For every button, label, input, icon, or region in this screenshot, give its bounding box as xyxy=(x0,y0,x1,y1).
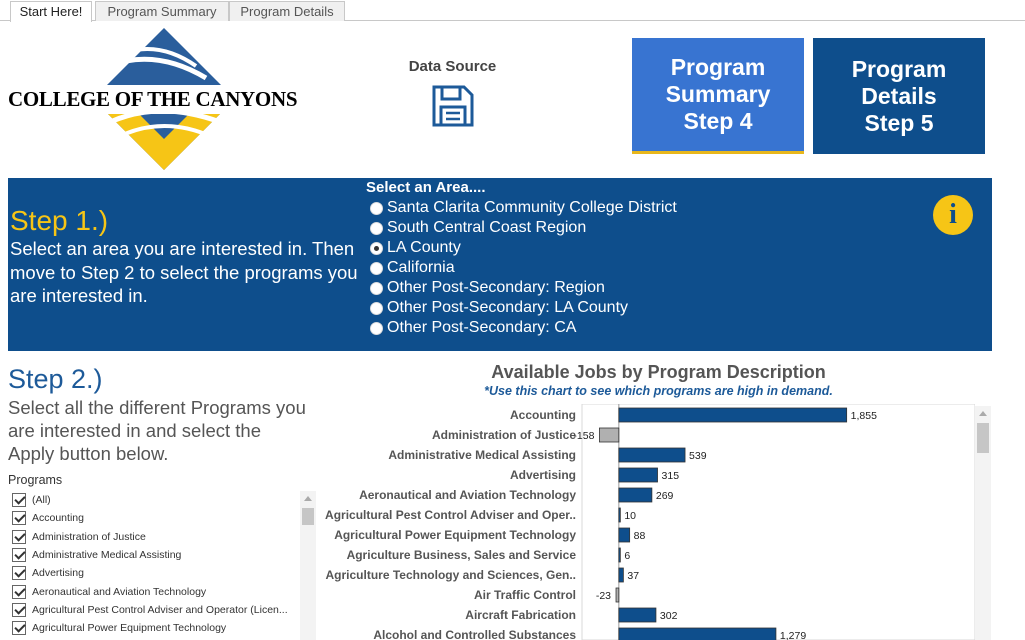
area-radio-scccd[interactable] xyxy=(370,198,677,218)
bar xyxy=(619,508,621,522)
category-label: Aeronautical and Aviation Technology xyxy=(359,488,576,502)
step1-description: Select an area you are interested in. Then move to Step 2 to select the programs you are interested in. xyxy=(10,238,358,306)
category-label: Advertising xyxy=(509,468,576,482)
radio-button[interactable] xyxy=(370,262,383,275)
step2-title: Step 2.) xyxy=(8,364,103,394)
program-item[interactable] xyxy=(8,491,300,509)
radio-button[interactable] xyxy=(370,202,383,215)
checkbox-checked[interactable] xyxy=(12,493,26,507)
data-label: 6 xyxy=(624,550,631,562)
bar xyxy=(619,448,685,462)
bar xyxy=(619,488,652,502)
category-label: Agriculture Technology and Sciences, Gen.. xyxy=(325,568,576,582)
program-label: Administrative Medical Assisting xyxy=(32,549,182,562)
programs-list xyxy=(8,491,300,637)
bar xyxy=(619,568,624,582)
checkbox-checked[interactable] xyxy=(12,585,26,599)
tab-start-here[interactable]: Start Here! xyxy=(10,1,92,22)
checkbox-checked[interactable] xyxy=(12,530,26,544)
category-label: Agriculture Business, Sales and Service xyxy=(346,548,576,562)
data-label: 1,855 xyxy=(850,410,877,422)
data-label: 10 xyxy=(624,510,637,522)
bar xyxy=(616,588,619,602)
area-radio-california[interactable] xyxy=(370,258,677,278)
chart-subtitle: *Use this chart to see which programs are high in demand. xyxy=(484,384,833,398)
area-radio-ops-la-county[interactable] xyxy=(370,298,677,318)
radio-button[interactable] xyxy=(370,322,383,335)
program-item[interactable] xyxy=(8,601,300,619)
program-label: (All) xyxy=(32,494,51,507)
category-label: Administration of Justice xyxy=(431,428,576,442)
data-label: 315 xyxy=(661,470,680,482)
program-item[interactable] xyxy=(8,546,300,564)
checkbox-checked[interactable] xyxy=(12,621,26,635)
data-source-label: Data Source xyxy=(408,58,497,75)
checkbox-checked[interactable] xyxy=(12,566,26,580)
radio-label: Other Post-Secondary: LA County xyxy=(387,299,629,316)
area-radio-la-county[interactable] xyxy=(370,238,677,258)
data-label: 269 xyxy=(655,490,674,502)
details-line3: Step 5 xyxy=(864,109,934,136)
plot-area xyxy=(582,404,975,640)
radio-button[interactable] xyxy=(370,282,383,295)
radio-label: South Central Coast Region xyxy=(387,219,587,236)
programs-scrollbar[interactable] xyxy=(300,491,316,640)
data-label: 1,279 xyxy=(779,630,807,640)
tab-program-details[interactable]: Program Details xyxy=(229,1,345,21)
category-label: Alcohol and Controlled Substances xyxy=(373,628,576,640)
radio-button[interactable] xyxy=(370,222,383,235)
bar xyxy=(619,608,656,622)
checkbox-checked[interactable] xyxy=(12,603,26,617)
area-radio-south-central[interactable] xyxy=(370,218,677,238)
details-line1: Program xyxy=(851,55,947,82)
area-label: Select an Area.... xyxy=(366,179,486,196)
radio-button[interactable] xyxy=(370,302,383,315)
program-label: Agricultural Power Equipment Technology xyxy=(32,622,227,635)
step1-title: Step 1.) xyxy=(10,205,109,236)
bar xyxy=(619,528,630,542)
program-item[interactable] xyxy=(8,528,300,546)
jobs-bar-chart xyxy=(320,404,975,640)
program-label: Agricultural Pest Control Adviser and Operator (Licen... xyxy=(32,603,288,616)
tab-program-summary[interactable]: Program Summary xyxy=(95,1,229,21)
scroll-up-icon[interactable] xyxy=(979,411,987,416)
area-radio-list xyxy=(370,198,677,338)
data-label: -158 xyxy=(573,430,595,442)
scroll-thumb[interactable] xyxy=(977,423,989,453)
category-label: Agricultural Pest Control Adviser and Oper.. xyxy=(325,508,576,522)
category-label: Air Traffic Control xyxy=(473,588,576,602)
data-label: 539 xyxy=(689,450,707,462)
radio-label: Other Post-Secondary: Region xyxy=(387,279,605,296)
data-label: 88 xyxy=(633,530,646,542)
data-label: 302 xyxy=(659,610,678,622)
program-label: Aeronautical and Aviation Technology xyxy=(32,585,207,598)
scroll-up-icon[interactable] xyxy=(304,496,312,501)
program-item[interactable] xyxy=(8,582,300,600)
radio-label: California xyxy=(387,259,455,276)
radio-label: Santa Clarita Community College District xyxy=(387,199,677,216)
program-label: Advertising xyxy=(32,567,84,580)
programs-label: Programs xyxy=(8,473,63,487)
program-label: Administration of Justice xyxy=(32,530,146,543)
bar xyxy=(619,548,621,562)
program-item[interactable] xyxy=(8,619,300,637)
step2-description: Select all the different Programs you are interested in and select the Apply button below. xyxy=(8,397,306,464)
tab-bar xyxy=(0,0,1025,21)
chart-scrollbar[interactable] xyxy=(975,406,991,640)
scroll-thumb[interactable] xyxy=(302,508,314,525)
summary-line2: Summary xyxy=(665,81,771,107)
program-item[interactable] xyxy=(8,509,300,527)
data-label: -23 xyxy=(595,590,612,602)
summary-line3: Step 4 xyxy=(683,108,753,134)
category-label: Administrative Medical Assisting xyxy=(388,448,576,462)
radio-label: Other Post-Secondary: CA xyxy=(387,319,577,336)
area-radio-ops-ca[interactable] xyxy=(370,318,677,338)
save-icon[interactable] xyxy=(430,83,476,129)
bar xyxy=(619,408,847,422)
checkbox-checked[interactable] xyxy=(12,511,26,525)
checkbox-checked[interactable] xyxy=(12,548,26,562)
category-label: Agricultural Power Equipment Technology xyxy=(334,528,576,542)
program-label: Accounting xyxy=(32,512,84,525)
details-line2: Details xyxy=(861,82,937,109)
bar xyxy=(619,628,776,640)
data-source[interactable] xyxy=(395,58,510,129)
bar xyxy=(599,428,618,442)
program-details-button[interactable] xyxy=(813,38,985,154)
data-label: 37 xyxy=(627,570,640,582)
college-name: COLLEGE OF THE CANYONS xyxy=(8,85,313,114)
category-label: Accounting xyxy=(510,408,576,422)
bar xyxy=(619,468,658,482)
area-radio-ops-region[interactable] xyxy=(370,278,677,298)
summary-line1: Program xyxy=(670,54,766,80)
college-logo xyxy=(6,26,316,172)
radio-button-selected[interactable] xyxy=(370,242,383,255)
step1-panel xyxy=(8,178,992,351)
info-icon[interactable]: i xyxy=(933,195,973,235)
program-summary-button[interactable] xyxy=(632,38,804,154)
radio-label: LA County xyxy=(387,239,461,256)
category-label: Aircraft Fabrication xyxy=(465,608,576,622)
program-item[interactable] xyxy=(8,564,300,582)
chart-title: Available Jobs by Program Description xyxy=(491,362,826,382)
